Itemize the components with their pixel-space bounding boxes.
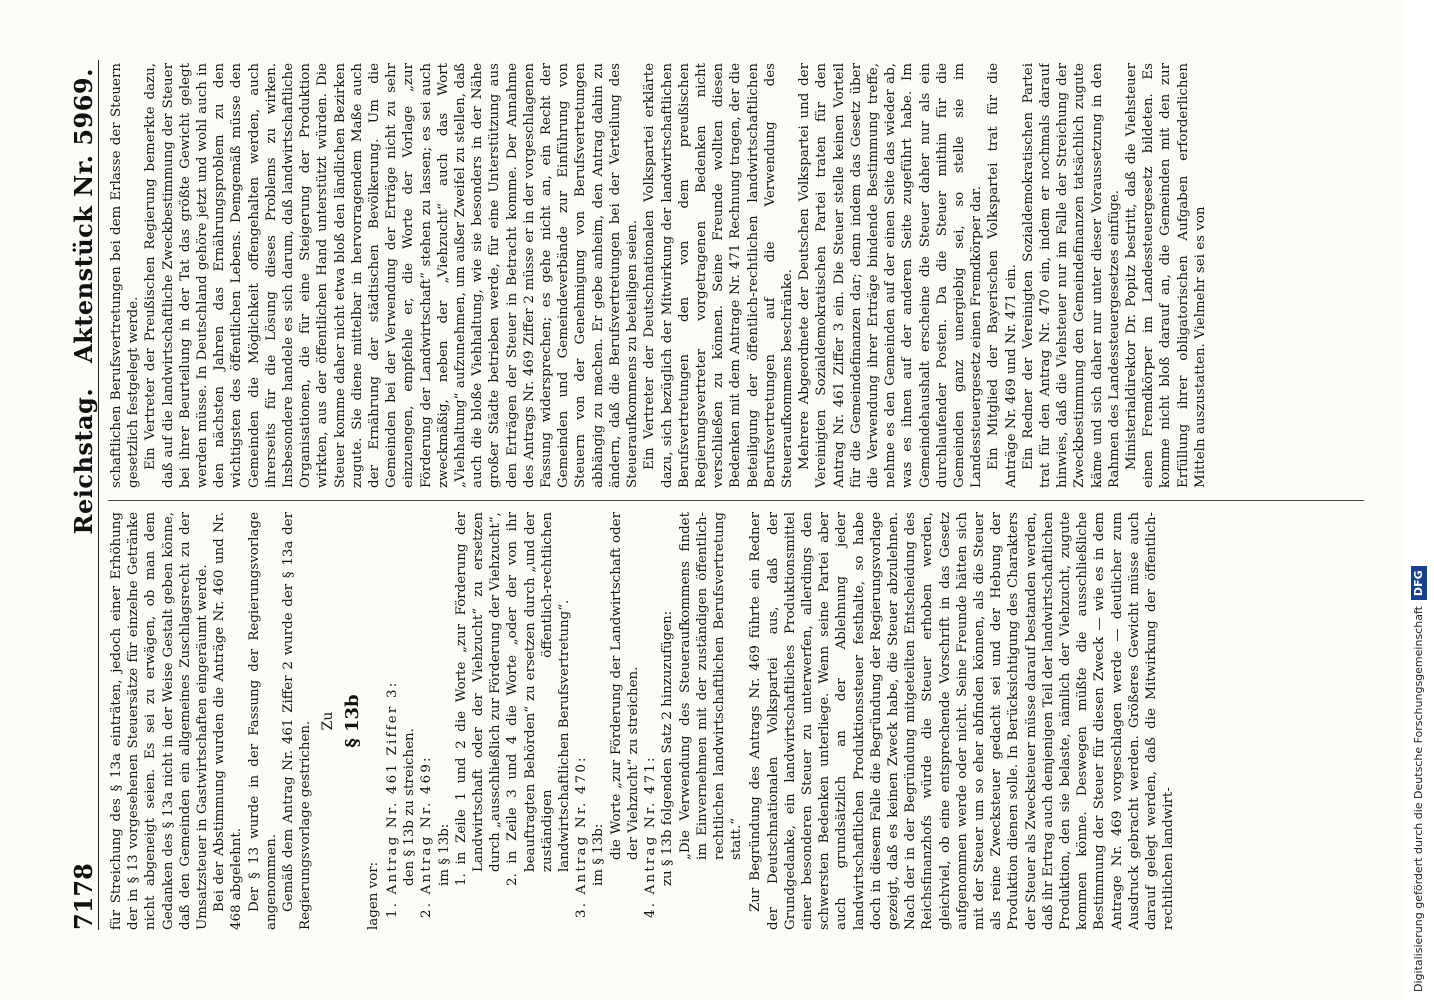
motion-item-2-point-2: 2. in Zeile 3 und 4 die Worte „oder der von ihr beauftragten Behörden“ zu ersetzen durch „und der zuständigen öffentlich-rechtlichen landwirtschaftlichen Berufsvertretung“.: [505, 512, 573, 886]
dfg-stamp-label: Digitalisierung gefördert durch die Deutsche Forschungsgemeinschaft: [1412, 606, 1425, 992]
motion-item-3-intro: im § 13b:: [591, 823, 607, 886]
motion-item-2-point-1: 1. in Zeile 1 und 2 die Worte „zur Förderung der Landwirtschaft oder der Viehzucht“ zu ersetzen durch „ausschließlich zur Förderung der Viehzucht“,: [453, 512, 504, 886]
motion-item-4-quote: „Die Verwendung des Steueraufkommens findet im Einvernehmen mit der zuständigen öffentlich-rechtlichen landwirtschaftlichen Berufsvertretung statt.“: [677, 512, 745, 860]
right-paragraph-6: Ein Redner der Vereinigten Sozialdemokratischen Partei trat für den Antrag Nr. 470 ein, indem er nochmals darauf hinwies, daß die Viehsteuer nur im Falle der Streichung der Zweckbestimmung den Gemeindefinanzen tatsächlich zugute käme und sich daher nur unter dieser Voraussetzung in den Rahmen des Landessteuergesetzes einfüge.: [1020, 63, 1122, 488]
dfg-stamp: [1408, 12, 1430, 992]
motion-item-1: 1. Antrag Nr. 461 Ziffer 3:: [385, 680, 401, 918]
motion-item-4: 4. Antrag Nr. 471:: [643, 755, 659, 918]
left-paragraph-2: Bei der Abstimmung wurden die Anträge Nr. 460 und Nr. 468 abgelehnt.: [212, 512, 245, 930]
masthead-document: Aktenstück Nr. 5969.: [69, 68, 98, 363]
page-header: [58, 60, 99, 930]
motion-item-3-text: die Worte „zur Förderung der Landwirtschaft oder der Viehzucht“ zu streichen.: [608, 512, 641, 860]
right-paragraph-7: Ministerialdirektor Dr. Popitz bestritt, daß die Viehsteuer einen Fremdkörper im Landessteuergesetz bildeten. Es komme nicht bloß darauf an, die Gemeinden mit den zur Erfüllung ihrer obligatorischen Aufgaben erforderlichen Mitteln auszustatten. Vielmehr sei es von: [1123, 63, 1208, 488]
masthead-publisher: Reichstag.: [69, 387, 98, 535]
motion-item-1-text: den § 13b zu streichen.: [402, 728, 418, 886]
left-paragraph-4: Gemäß dem Antrag Nr. 461 Ziffer 2 wurde der § 13a der Regierungsvorlage gestrichen.: [281, 512, 314, 930]
section-zu: Zu: [320, 711, 337, 731]
motion-item-3: 3. Antrag Nr. 470:: [574, 755, 590, 918]
right-column: [108, 63, 1364, 488]
column-divider: [108, 500, 1364, 501]
dfg-stamp-text: [1408, 12, 1430, 992]
motion-item-2-intro: im § 13b:: [436, 823, 452, 886]
right-paragraph-4: Mehrere Abgeordnete der Deutschen Volkspartei und der Vereinigten Sozialdemokratischen Partei traten für den Antrag Nr. 461 Ziffer 3 ein. Die Steuer stelle keinen Vorteil für die Gemeindefinanzen dar; denn indem das Gesetz über die Verwendung ihrer Erträge bindende Bestimmung treffe, nehme es den Gemeinden auf der einen Seite das wieder ab, was es ihnen auf der anderen Seite zugeführt habe. Im Gemeindehaushalt erscheine die Steuer daher nur als ein durchlaufender Posten. Da die Steuer mithin für die Gemeinden ganz unergiebig sei, so stelle sie im Landessteuergesetz einen Fremdkörper dar.: [797, 63, 985, 488]
left-paragraph-5: Zur Begründung des Antrags Nr. 469 führte ein Redner der Deutschnationalen Volkspartei aus, daß der Grundgedanke, ein landwirtschaftliches Produktionsmittel einer besonderen Steuer zu unterwerfen, allerdings den schwersten Bedenken unterliege. Wenn seine Partei aber auch grundsätzlich an der Ablehnung jeder landwirtschaftlichen Produktionssteuer festhalte, so habe doch in diesem Falle die Begründung der Regierungsvorlage gezeigt, daß es keinen Zweck habe, die Steuer abzulehnen. Nach der in der Begründung mitgeteilten Entscheidung des Reichsfinanzhofs würde die Steuer erhoben werden, gleichviel, ob eine entsprechende Vorschrift in das Gesetz aufgenommen werde oder nicht. Seine Freunde hätten sich mit der Steuer um so eher abfinden können, als die Steuer als reine Zwecksteuer gedacht sei und der Hebung der Produktion dienen solle. In Berücksichtigung des Charakters der Steuer als Zwecksteuer müsse darauf bestanden werden, daß ihr Ertrag auch demjenigen Teil der landwirtschaftlichen Produktion, den sie belaste, nämlich der Viehzucht, zugute kommen könne. Deswegen müßte die ausschließliche Bestimmung der Steuer für diesen Zweck — wie es in dem Antrage Nr. 469 vorgeschlagen werde — deutlicher zum Ausdruck gebracht werden. Größeres Gewicht müsse auch darauf gelegt werden, daß die Mitwirkung der öffentlich-rechtlichen landwirt-: [748, 512, 1177, 930]
left-column: [108, 512, 1364, 930]
left-paragraph-3: Der § 13 wurde in der Fassung der Regierungsvorlage angenommen.: [246, 512, 279, 930]
masthead: [69, 60, 98, 543]
right-paragraph-5: Ein Mitglied der Bayerischen Volkspartei trat für die Anträge Nr. 469 und Nr. 471 ein.: [986, 63, 1019, 488]
right-paragraph-1: schaftlichen Berufsvertretungen bei dem Erlasse der Steuern gesetzlich festgelegt werde.: [109, 63, 142, 488]
right-paragraph-2: Ein Vertreter der Preußischen Regierung bemerkte dazu, daß auf die landwirtschaftliche Zweckbestimmung der Steuer bei ihrer Beurteilung in der Tat das größte Gewicht gelegt werden müsse. In Deutschland gehöre jetzt und wohl auch in den nächsten Jahren das Ernährungsproblem zu den wichtigsten des öffentlichen Lebens. Demgemäß müsse den Gemeinden die Möglichkeit offengehalten werden, auch ihrerseits für die Lösung dieses Problems zu wirken. Insbesondere handele es sich darum, daß landwirtschaftliche Organisationen, die für eine Steigerung der Produktion wirkten, aus der öffentlichen Hand unterstützt würden. Die Steuer komme daher nicht etwa bloß den ländlichen Bezirken zugute. Sie diene mittelbar in hervorragendem Maße auch der Ernährung der städtischen Bevölkerung. Um die Gemeinden bei der Verwendung der Erträge nicht zu sehr einzuengen, empfehle er, die Worte der Vorlage „zur Förderung der Landwirtschaft“ stehen zu lassen; es sei auch zweckmäßig, neben der „Viehzucht“ auch das Wort „Viehhaltung“ aufzunehmen, um außer Zweifel zu stellen, daß auch die bloße Viehhaltung, wie sie besonders in der Nähe großer Städte betrieben werde, für eine Unterstützung aus den Erträgen der Steuer in Betracht komme. Der Annahme des Antrags Nr. 469 Ziffer 2 müsse er in der vorgeschlagenen Fassung widersprechen; es gehe nicht an, ein Recht der Gemeinden und Gemeindeverbände zur Einführung von Steuern von der Genehmigung von Berufsvertretungen abhängig zu machen. Er gebe anheim, den Antrag dahin zu ändern, daß die Berufsvertretungen bei der Verteilung des Steueraufkommens zu beteiligen seien.: [143, 63, 641, 488]
right-paragraph-3: Ein Vertreter der Deutschnationalen Volkspartei erklärte dazu, sich bezüglich der Mitwirkung der landwirtschaftlichen Berufsvertretungen den von dem preußischen Regierungsvertreter vorgetragenen Bedenken nicht verschließen zu können. Seine Freunde wollten diesen Bedenken mit dem Antrage Nr. 471 Rechnung tragen, der die Beteiligung der öffentlich-rechtlichen landwirtschaftlichen Berufsvertretungen auf die Verwendung des Steueraufkommens beschränke.: [642, 63, 795, 488]
lagen-vor: lagen vor:: [365, 861, 381, 930]
left-paragraph-1: für Streichung des § 13a einträten, jedoch einer Erhöhung der in § 13 vorgesehenen Steuersätze für einzelne Getränke nicht abgeneigt seien. Es sei zu erwägen, ob man dem Gedanken des § 13a nicht in der Weise Gestalt geben könne, daß den Gemeinden ein allgemeines Zuschlagsrecht zu der Umsatzsteuer in Gastwirtschaften eingeräumt werde.: [109, 512, 211, 930]
dfg-logo: DFG: [1411, 566, 1427, 600]
motion-list: [384, 512, 745, 930]
section-heading: § 13b: [341, 694, 363, 748]
page-number: 7178: [69, 863, 98, 930]
motion-item-2: 2. Antrag Nr. 469:: [419, 755, 435, 918]
motion-item-4-intro: zu § 13b folgenden Satz 2 hinzuzufügen:: [660, 610, 676, 886]
